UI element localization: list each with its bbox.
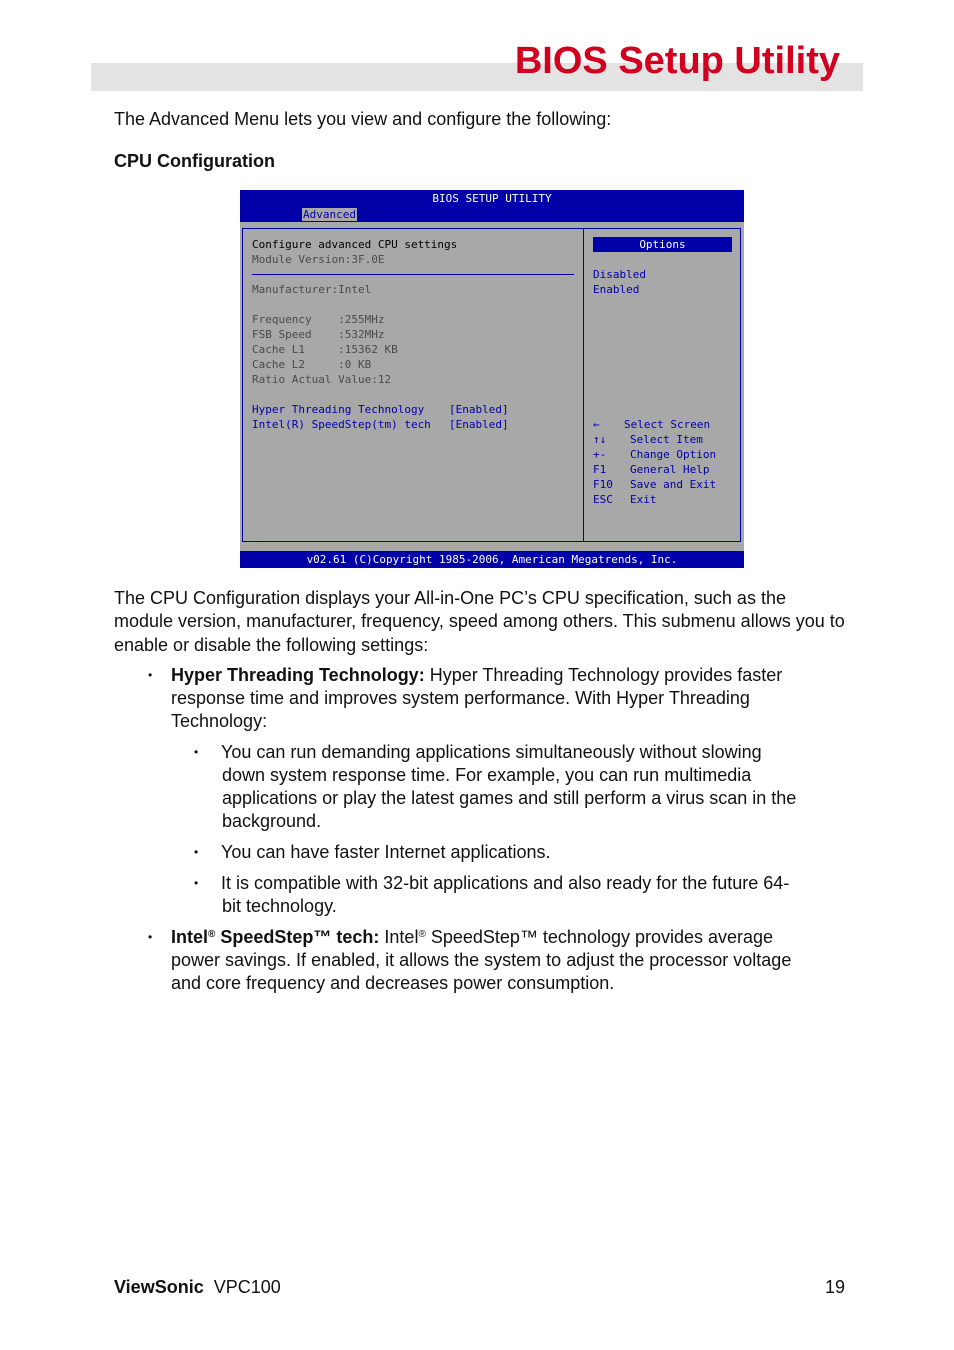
bios-screenshot <box>240 190 744 568</box>
bios-setting-ht-value[interactable]: [Enabled] <box>449 403 509 416</box>
footer-brand <box>114 1277 281 1298</box>
bios-help-desc: Exit <box>630 493 657 506</box>
bios-divider <box>583 228 584 542</box>
bios-menubar <box>240 207 744 222</box>
bullet-ht-text: Hyper Threading Technology provides faster <box>424 665 783 685</box>
sub-bullet-3-line1: It is compatible with 32-bit applications and also ready for the future 64- <box>221 873 790 893</box>
bios-cache-l2: Cache L2 :0 KB <box>252 358 372 371</box>
bios-setting-ht-label[interactable]: Hyper Threading Technology <box>252 403 425 416</box>
footer-model: VPC100 <box>213 1277 281 1297</box>
title-part: SpeedStep™ tech: <box>215 927 380 947</box>
bullet-ht-title: Hyper Threading Technology: <box>171 665 425 685</box>
registered-mark: ® <box>418 929 426 940</box>
title-part: Intel <box>171 927 209 947</box>
bios-separator <box>252 274 574 275</box>
bios-fsb-speed: FSB Speed :532MHz <box>252 328 385 341</box>
text-part: SpeedStep™ technology provides average <box>425 927 774 947</box>
bios-help-key: ESC <box>593 493 613 506</box>
bios-manufacturer: Manufacturer:Intel <box>252 283 372 296</box>
sub-bullet-1-line4: background. <box>222 811 322 831</box>
bios-help-key: ↑↓ <box>593 433 607 446</box>
sub-bullet-dot: • <box>194 876 199 890</box>
sub-bullet-3-line2: bit technology. <box>222 896 337 916</box>
sub-bullet-1-line2: down system response time. For example, you can run multimedia <box>222 765 752 785</box>
bullet-dot: • <box>148 668 153 682</box>
bullet-speedstep-title <box>171 927 379 947</box>
bios-help-desc: Select Item <box>630 433 703 446</box>
bios-help-key: ← <box>593 418 600 431</box>
footer-brand-name: ViewSonic <box>114 1277 204 1297</box>
sub-bullet-1-line3: applications or play the latest games and still perform a virus scan in the <box>222 788 797 808</box>
bios-help-desc: Save and Exit <box>630 478 717 491</box>
bios-options-header: Options <box>593 237 732 252</box>
bios-help-desc: General Help <box>630 463 710 476</box>
bios-frequency: Frequency :255MHz <box>252 313 385 326</box>
bios-configure-heading: Configure advanced CPU settings <box>252 238 458 251</box>
bios-help-desc: Select Screen <box>624 418 711 431</box>
bios-help-key: F1 <box>593 463 607 476</box>
bullet-speedstep-line3: and core frequency and decreases power consumption. <box>171 973 615 993</box>
bios-cache-l1: Cache L1 :15362 KB <box>252 343 398 356</box>
bios-copyright: v02.61 (C)Copyright 1985-2006, American Megatrends, Inc. <box>240 551 744 568</box>
bullet-ht-line2: response time and improves system performance. With Hyper Threading <box>171 688 750 708</box>
bios-option-disabled[interactable]: Disabled <box>593 268 646 281</box>
page-number: 19 <box>825 1277 846 1297</box>
sub-bullet-dot: • <box>194 745 199 759</box>
intro-text: The Advanced Menu lets you view and configure the following: <box>114 109 612 129</box>
description-paragraph: The CPU Configuration displays your All-in-One PC’s CPU specification, such as the module version, manufacturer, frequency, speed among others. This submenu allows you to enable or disable the following settings: <box>114 588 845 655</box>
bios-ratio: Ratio Actual Value:12 <box>252 373 392 386</box>
bullet-speedstep-line2: power savings. If enabled, it allows the system to adjust the processor voltage <box>171 950 792 970</box>
bios-setting-speedstep-label[interactable]: Intel(R) SpeedStep(tm) tech <box>252 418 431 431</box>
sub-bullet-dot: • <box>194 845 199 859</box>
bullet-ht-line1 <box>171 664 782 687</box>
bios-module-version: Module Version:3F.0E <box>252 253 385 266</box>
bios-setting-speedstep-value[interactable]: [Enabled] <box>449 418 509 431</box>
section-heading: CPU Configuration <box>114 151 275 171</box>
text-part: Intel <box>379 927 419 947</box>
bios-help-key: F10 <box>593 478 613 491</box>
bios-tab-advanced[interactable]: Advanced <box>303 208 356 221</box>
bios-help-desc: Change Option <box>630 448 717 461</box>
bios-title: BIOS SETUP UTILITY <box>240 190 744 207</box>
bullet-ht-line3: Technology: <box>171 711 268 731</box>
sub-bullet-1-line1: You can run demanding applications simultaneously without slowing <box>221 742 762 762</box>
bullet-speedstep-line1 <box>171 926 773 949</box>
bios-help-key: +- <box>593 448 607 461</box>
bullet-dot: • <box>148 930 153 944</box>
registered-mark: ® <box>208 929 216 940</box>
sub-bullet-2-line1: You can have faster Internet applications. <box>221 842 551 862</box>
bios-option-enabled[interactable]: Enabled <box>593 283 640 296</box>
page-title: BIOS Setup Utility <box>514 40 840 82</box>
